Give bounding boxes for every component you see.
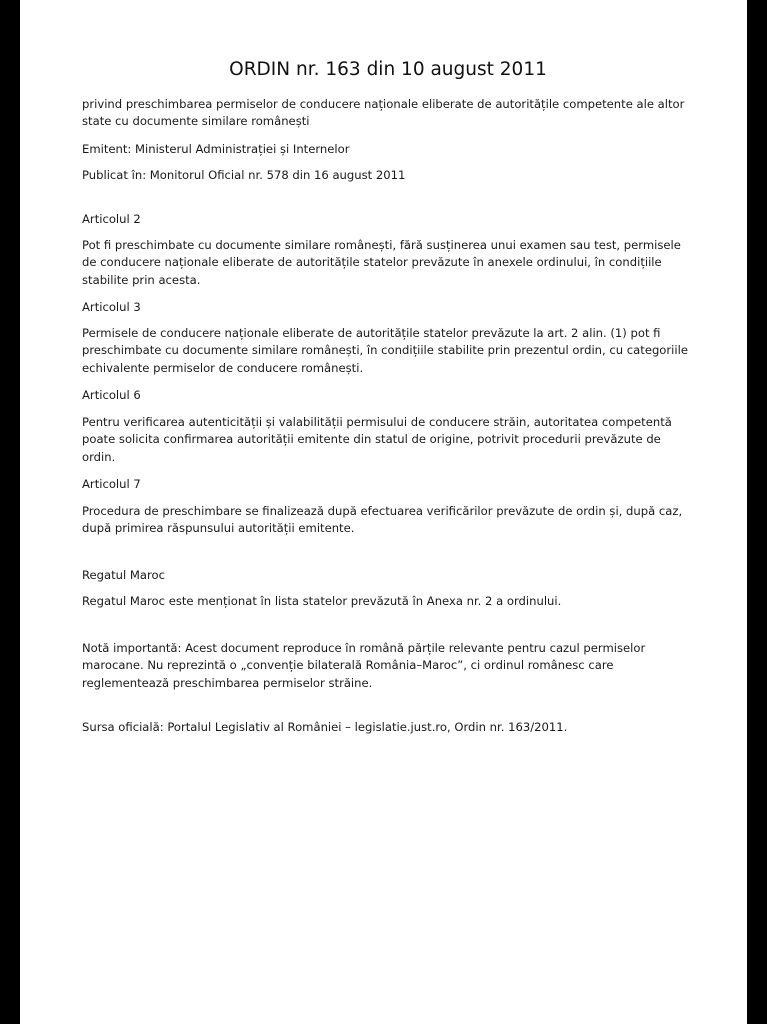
article-heading: Articolul 6: [82, 388, 141, 402]
article-heading: Articolul 7: [82, 477, 141, 491]
country-text: Regatul Maroc este menționat în lista statelor prevăzută în Anexa nr. 2 a ordinului.: [82, 594, 562, 608]
article-text: Permisele de conducere naționale eliberate de autoritățile statelor prevăzute la art. 2 alin. (1) pot fi preschimbate cu documente similare românești, în condițiile stabilite prin prezentul ordin, cu categoriile echivalente permiselor de conducere românești.: [82, 326, 688, 375]
publication-line: Publicat în: Monitorul Oficial nr. 578 din 16 august 2011: [82, 168, 406, 182]
document-title: ORDIN nr. 163 din 10 august 2011: [229, 59, 547, 80]
issuer-line: Emitent: Ministerul Administrației și Internelor: [82, 142, 350, 156]
article-heading: Articolul 2: [82, 212, 141, 226]
document-page: [20, 0, 747, 1024]
article-text: Pot fi preschimbate cu documente similare românești, fără susținerea unui examen sau test, permisele de conducere naționale eliberate de autoritățile statelor prevăzute în anexele ordinului, în condițiile stabilite prin acesta.: [82, 238, 681, 287]
article-heading: Articolul 3: [82, 300, 141, 314]
article-text: Procedura de preschimbare se finalizează după efectuarea verificărilor prevăzute de ordin și, după caz, după primirea răspunsului autorității emitente.: [82, 504, 683, 536]
article-text: Pentru verificarea autenticității și valabilității permisului de conducere străin, autoritatea competentă poate solicita confirmarea autorității emitente din statul de origine, potrivit procedurii prevăzute de ordin.: [82, 415, 672, 464]
official-source: Sursa oficială: Portalul Legislativ al României – legislatie.just.ro, Ordin nr. 163/2011.: [82, 720, 568, 734]
document-subtitle: privind preschimbarea permiselor de conducere naționale eliberate de autoritățile competente ale altor state cu documente similare românești: [82, 97, 685, 129]
important-note: Notă importantă: Acest document reproduce în română părțile relevante pentru cazul permiselor marocane. Nu reprezintă o „convenție bilaterală România–Maroc”, ci ordinul românesc care reglementează preschimbarea permiselor străine.: [82, 641, 646, 690]
country-heading: Regatul Maroc: [82, 568, 166, 582]
